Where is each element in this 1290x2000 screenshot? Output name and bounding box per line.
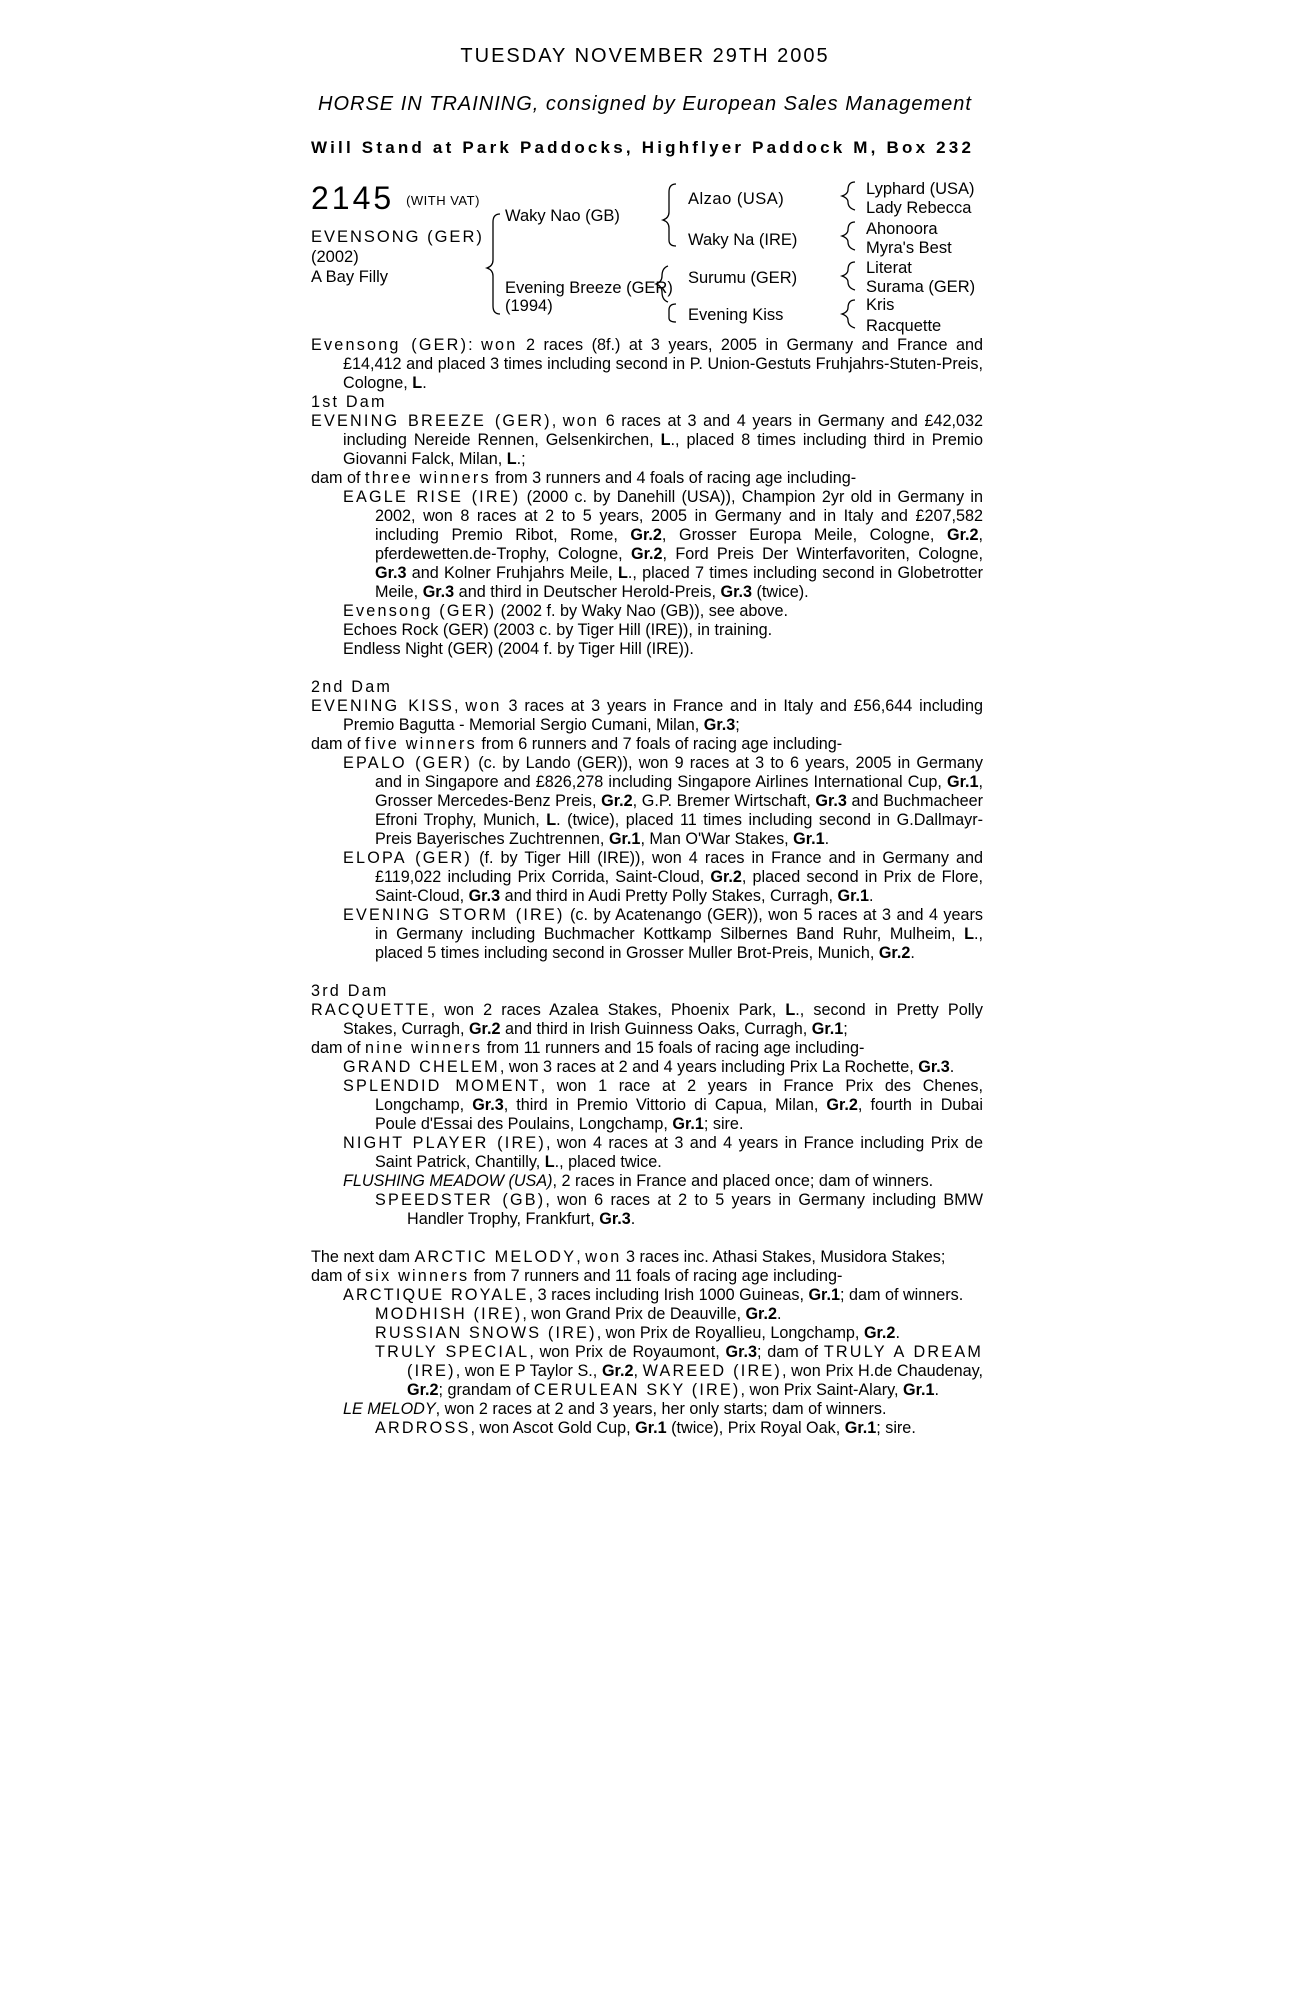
- second-dam-produce-line: dam of five winners from 6 runners and 7 foals of racing age including-: [311, 735, 843, 753]
- third-dam-heading: 3rd Dam: [311, 982, 389, 1000]
- sire: Waky Nao (GB): [505, 207, 620, 225]
- endless-night-entry: Endless Night (GER) (2004 f. by Tiger Hill (IRE)).: [343, 640, 694, 658]
- sale-date: TUESDAY NOVEMBER 29TH 2005: [460, 45, 830, 67]
- night-player-entry: NIGHT PLAYER (IRE), won 4 races at 3 and 4 years in France including Prix de Saint Patrick, Chantilly, L., placed twice.: [343, 1134, 983, 1171]
- flushing-meadow-entry: FLUSHING MEADOW (USA), 2 races in France and placed once; dam of winners.: [343, 1172, 934, 1190]
- g-kris: Kris: [866, 296, 895, 314]
- g-lady-rebecca: Lady Rebecca: [866, 199, 972, 217]
- arctique-royale-entry: ARCTIQUE ROYALE, 3 races including Irish 1000 Guineas, Gr.1; dam of winners.: [343, 1286, 964, 1304]
- modhish-entry: MODHISH (IRE), won Grand Prix de Deauville, Gr.2.: [375, 1305, 782, 1323]
- truly-special-entry: TRULY SPECIAL, won Prix de Royaumont, Gr.3; dam of TRULY A DREAM (IRE), won E P Taylor S., Gr.2, WAREED (IRE), won Prix H.de Chaudenay, Gr.2; grandam of CERULEAN SKY (IRE), won Prix Saint-Alary, Gr.1.: [375, 1343, 984, 1399]
- third-dam-record: RACQUETTE, won 2 races Azalea Stakes, Phoenix Park, L., second in Pretty Polly Stakes, Curragh, Gr.2 and third in Irish Guinness Oaks, Curragh, Gr.1;: [311, 1001, 983, 1038]
- catalogue-text: [311, 336, 983, 1438]
- vat-label: (WITH VAT): [406, 193, 480, 209]
- first-dam-record: EVENING BREEZE (GER), won 6 races at 3 and 4 years in Germany and £42,032 including Nereide Rennen, Gelsenkirchen, L., placed 8 times including third in Premio Giovanni Falck, Milan, L.;: [311, 412, 984, 468]
- g-myras-best: Myra's Best: [866, 239, 952, 257]
- third-dam-produce-line: dam of nine winners from 11 runners and 15 foals of racing age including-: [311, 1039, 865, 1057]
- evensong-entry: Evensong (GER) (2002 f. by Waky Nao (GB)), see above.: [343, 602, 788, 620]
- ardross-entry: ARDROSS, won Ascot Gold Cup, Gr.1 (twice), Prix Royal Oak, Gr.1; sire.: [375, 1419, 916, 1437]
- grand-chelem-entry: GRAND CHELEM, won 3 races at 2 and 4 years including Prix La Rochette, Gr.3.: [343, 1058, 955, 1076]
- epalo-entry: EPALO (GER) (c. by Lando (GER)), won 9 races at 3 to 6 years, 2005 in Germany and in Singapore and £826,278 including Singapore Airlines International Cup, Gr.1, Grosser Mercedes-Benz Preis, Gr.2, G.P. Bremer Wirtschaft, Gr.3 and Buchmacheer Efroni Trophy, Munich, L. (twice), placed 11 times including second in G.Dallmayr-Preis Bayerisches Zuchtrennen, Gr.1, Man O'War Stakes, Gr.1.: [343, 754, 983, 848]
- g-surama: Surama (GER): [866, 278, 976, 296]
- g-lyphard: Lyphard (USA): [866, 180, 975, 198]
- first-dam-produce-line: dam of three winners from 3 runners and 4 foals of racing age including-: [311, 469, 857, 487]
- next-dam-produce-line: dam of six winners from 7 runners and 11 foals of racing age including-: [311, 1267, 843, 1285]
- speedster-entry: SPEEDSTER (GB), won 6 races at 2 to 5 years in Germany including BMW Handler Trophy, Frankfurt, Gr.3.: [375, 1191, 983, 1228]
- eagle-rise-entry: EAGLE RISE (IRE) (2000 c. by Danehill (USA)), Champion 2yr old in Germany in 2002, won 8 races at 2 to 5 years, 2005 in Germany and in Italy and £207,582 including Premio Ribot, Rome, Gr.2, Grosser Europa Meile, Cologne, Gr.2, pferdewetten.de-Trophy, Cologne, Gr.2, Ford Preis Der Winterfavoriten, Cologne, Gr.3 and Kolner Fruhjahrs Meile, L., placed 7 times including second in Globetrotter Meile, Gr.3 and third in Deutscher Herold-Preis, Gr.3 (twice).: [343, 488, 984, 601]
- g-ahonoora: Ahonoora: [866, 220, 938, 238]
- stand-location: Will Stand at Park Paddocks, Highflyer Paddock M, Box 232: [311, 138, 975, 157]
- horse-description: A Bay Filly: [311, 268, 389, 286]
- g-racquette: Racquette: [866, 317, 942, 335]
- dam: Evening Breeze (GER): [505, 279, 673, 297]
- second-dam-heading: 2nd Dam: [311, 678, 393, 696]
- sire-dam: Waky Na (IRE): [688, 231, 798, 249]
- dam-year: (1994): [505, 297, 553, 315]
- elopa-entry: ELOPA (GER) (f. by Tiger Hill (IRE)), won 4 races in France and in Germany and £119,022 including Prix Corrida, Saint-Cloud, Gr.2, placed second in Prix de Flore, Saint-Cloud, Gr.3 and third in Audi Pretty Polly Stakes, Curragh, Gr.1.: [343, 849, 983, 905]
- horse-year: (2002): [311, 248, 359, 266]
- dam-dam: Evening Kiss: [688, 306, 784, 324]
- splendid-moment-entry: SPLENDID MOMENT, won 1 race at 2 years in France Prix des Chenes, Longchamp, Gr.3, third in Premio Vittorio di Capua, Milan, Gr.2, fourth in Dubai Poule d'Essai des Poulains, Longchamp, Gr.1; sire.: [343, 1077, 984, 1133]
- lot-number: 2145: [311, 180, 395, 216]
- russian-snows-entry: RUSSIAN SNOWS (IRE), won Prix de Royallieu, Longchamp, Gr.2.: [375, 1324, 900, 1342]
- horse-name: EVENSONG (GER): [311, 228, 484, 246]
- evening-storm-entry: EVENING STORM (IRE) (c. by Acatenango (GER)), won 5 races at 3 and 4 years in Germany including Buchmacher Kottkamp Silbernes Band Ruhr, Mulheim, L., placed 5 times including second in Grosser Muller Brot-Preis, Munich, Gr.2.: [343, 906, 984, 962]
- next-dam-record: The next dam ARCTIC MELODY, won 3 races inc. Athasi Stakes, Musidora Stakes;: [311, 1248, 946, 1266]
- echoes-rock-entry: Echoes Rock (GER) (2003 c. by Tiger Hill (IRE)), in training.: [343, 621, 773, 639]
- sire-sire: Alzao (USA): [688, 190, 785, 208]
- second-dam-record: EVENING KISS, won 3 races at 3 years in France and in Italy and £56,644 including Premio Bagutta - Memorial Sergio Cumani, Milan, Gr.3;: [311, 697, 983, 734]
- horse-summary: Evensong (GER): won 2 races (8f.) at 3 years, 2005 in Germany and France and £14,412 and placed 3 times including second in P. Union-Gestuts Fruhjahrs-Stuten-Preis, Cologne, L.: [311, 336, 984, 392]
- dam-sire: Surumu (GER): [688, 269, 798, 287]
- g-literat: Literat: [866, 259, 912, 277]
- first-dam-heading: 1st Dam: [311, 393, 387, 411]
- consignment-line: HORSE IN TRAINING, consigned by European Sales Management: [318, 93, 972, 115]
- le-melody-entry: LE MELODY, won 2 races at 2 and 3 years, her only starts; dam of winners.: [343, 1400, 887, 1418]
